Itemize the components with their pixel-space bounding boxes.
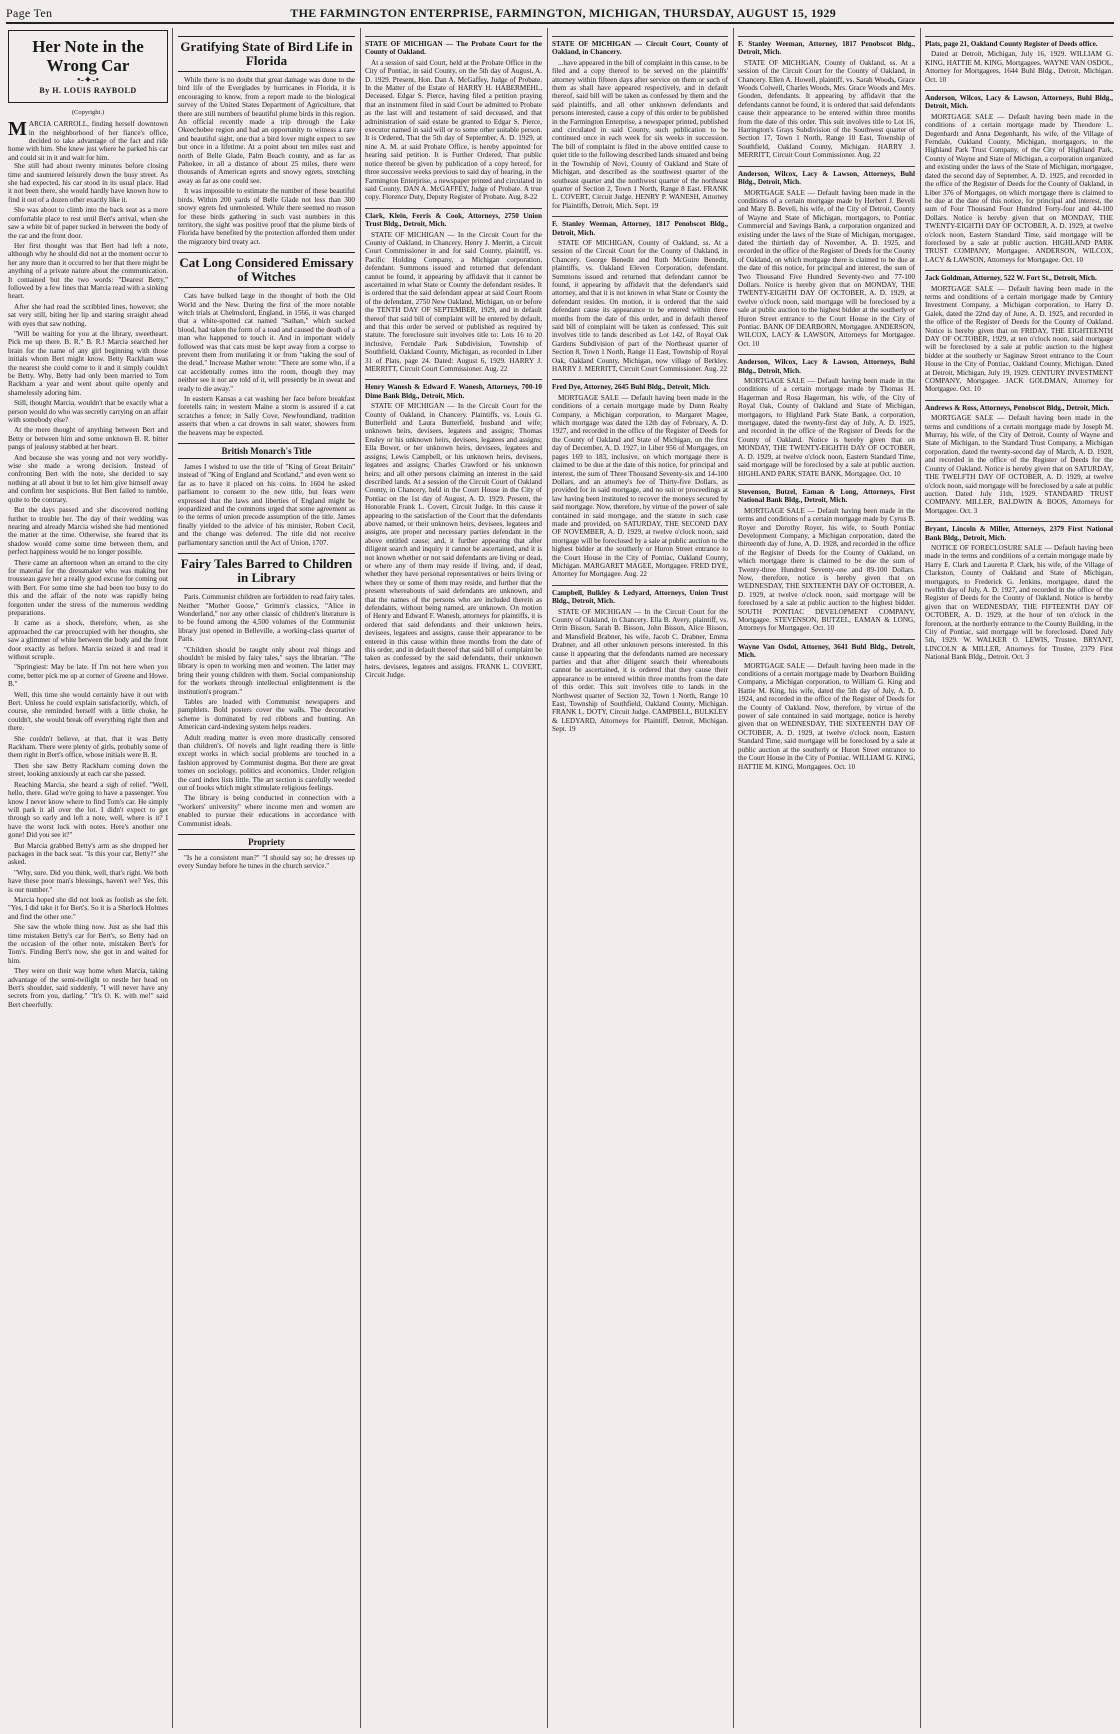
page-number: Page Ten xyxy=(6,5,53,20)
story-paragraph: But the days passed and she discovered nothing further to trouble her. The day of their wedding was nearing and already Marcia wished she had mentioned the matter at the time. Otherwise, she feared that its shadow would come some time between them, and perfect happiness would be no longer possible. xyxy=(8,506,168,557)
legal-notice-text: MORTGAGE SALE — Default having been made in the conditions of a certain mortgage made by Herbert J. Beveli and Mary B. Beveli, his wife, of the City of Detroit, County of Wayne and State of Michigan, mortgagors, to Pontiac Commercial and Savings Bank, a corporation organized and existing under the laws of the State of Michigan, mortgagee, dated the thirtieth day of November, A. D. 1925, and recorded in the office of the Register of Deeds for the County of Oakland, on which mortgage there is claimed to be due at the date of this notice, for principal and interest, the sum of Two Thousand Five Hundred Seventy-two and 77-100 Dollars. Notice is hereby given that on MONDAY, THE TWENTY-EIGHTH DAY OF OCTOBER, A. D. 1929, at twelve o'clock noon, said mortgage will be foreclosed by a sale at public auction to the highest bidder at the southerly or Huron Street entrance to the Court House in the City of Pontiac. BANK OF DEARBORN, Mortgagee. ANDERSON, WILCOX, LACY & LAWSON, Attorneys for Mortgagee. Oct. 10 xyxy=(738,188,915,348)
story-paragraph: Still, thought Marcia, wouldn't that be exactly what a person would do who was secretly carrying on an affair with somebody else? xyxy=(8,399,168,425)
column-rule xyxy=(920,28,921,1728)
legal-notice-text: MORTGAGE SALE — Default having been made in the conditions of a certain mortgage made by Theodore L. Degenhardt and Anna Degenhardt, his wife, of the Village of Ferndale, Oakland County, Michigan, mortgagors, to the Highland Park Trust Company, of the City of Highland Park, County of Wayne and State of Michigan, a corporation organized and existing under the laws of the State of Michigan, mortgagee, dated the second day of September, A. D. 1925, and recorded in the office of the Register of Deeds for the County of Oakland, in Liber 376 of Mortgages, on which mortgage there is claimed to be due at the date of this notice, for principal and interest, the sum of Four Thousand Four Hundred Forty-four and 44-100 Dollars. Notice is hereby given that on MONDAY, THE TWENTY-EIGHTH DAY OF OCTOBER, A. D. 1929, at twelve o'clock noon, Eastern Standard Time, said mortgage will be foreclosed by a sale at public auction. HIGHLAND PARK TRUST COMPANY, Mortgagee. ANDERSON, WILCOX, LACY & LAWSON, Attorneys for Mortgagee. Oct. 10 xyxy=(925,112,1113,264)
legal-notice-text: MORTGAGE SALE — Default having been made in the conditions of a certain mortgage made by Thomas H. Hagerman and Rosa Hagerman, his wife, of the City of Royal Oak, County of Oakland and State of Michigan, mortgagors, to Highland Park State Bank, a corporation, mortgagee, dated the twenty-first day of July, A. D. 1925, and recorded in the office of the Register of Deeds for the County of Oakland. Notice is hereby given that on MONDAY, THE TWENTY-EIGHTH DAY OF OCTOBER, A. D. 1929, at twelve o'clock noon, Eastern Standard Time, said mortgage will be foreclosed by a sale at public auction. HIGHLAND PARK STATE BANK, Mortgagee. Oct. 10 xyxy=(738,377,915,478)
cat-paragraph: In eastern Kansas a cat washing her face before breakfast foretells rain; in western Maine a storm is assured if a cat scratches a fence; in Sally Cove, Newfoundland, tradition asserts that when a cat drowns in salt water, showers from the heavens may be expected. xyxy=(178,395,355,437)
legal-notice-title: F. Stanley Weeman, Attorney, 1817 Penobscot Bldg., Detroit, Mich. xyxy=(552,216,728,237)
story-paragraph: Her first thought was that Bert had left a note, although why he should did not at the moment occur to her any more than it occurred to her that there might be anything of a private nature about the communication. It contained but the two words: "Dearest Betty," followed by a few lines that Marcia read with a sinking heart. xyxy=(8,241,168,301)
legal-notice-title: Anderson, Wilcox, Lacy & Lawson, Attorneys, Buhl Bldg., Detroit, Mich. xyxy=(738,166,915,187)
gratifying-headline: Gratifying State of Bird Life in Florida xyxy=(178,36,355,72)
cat-body xyxy=(178,292,355,437)
fairy-headline: Fairy Tales Barred to Children in Library xyxy=(178,553,355,589)
story-paragraph: She saw the whole thing now. Just as she had this time mistaken Betty's car for Bert's, so Betty had on the occasion of the other note, mistaken Bert's for Tom's. Finding Bert's now, she got in and waited for him. xyxy=(8,923,168,965)
legal-notice-text: STATE OF MICHIGAN, County of Oakland, ss. At a session of the Circuit Court for the County of Oakland, in Chancery. Ellen A. Howell, plaintiff, vs. Sarah Woods, Grace Woods Colwell, Charles Woods, Mrs. Grace Woods and Mrs. Gooden, defendants. It appearing by affidavit that the defendants cannot be found, it is ordered that said defendants cause their appearance to be entered within three months from the date of this order. This suit involves title to Lot 16, Harrington's Grays Subdivision of the Southwest quarter of Section 17, Town 1 North, Range 10 East, Township of Southfield, Oakland County, Michigan. HARRY J. MERRITT, Circuit Court Commissioner. Aug. 22 xyxy=(738,58,915,160)
propriety-text: "Is he a consistent man?" "I should say so; he dresses up every Sunday before he tunes in the church service." xyxy=(178,854,355,871)
ornament: •-✦-• xyxy=(76,75,100,86)
column-rule xyxy=(733,28,734,1728)
monarch-paragraph: James I wished to use the title of "King of Great Britain" instead of "King of England and Scotland," and even went so far as to have it placed on his coins. In 1604 he asked parliament to consent to the new title, but fears were expressed that the laws and liberties of England might be jeopardized and the commons urged that some agreement as to the terms of union precede assumption of the title. James finally yielded to the advice of his minister, Robert Cecil, and the change was deferred. The title did not receive parliamentary sanction until the Act of Union, 1707. xyxy=(178,463,355,547)
legal-notice-text: MORTGAGE SALE — Default having been made in the terms and conditions of a certain mortgage made by Cyrus B. Royer and Dorothy Royer, his wife, to South Pontiac Development Company, a Michigan corporation, dated the thirteenth day of June, A. D. 1928, and recorded in the office of the Register of Deeds for the County of Oakland, on which mortgage there is claimed to be due the sum of Twenty-three Hundred Seventy-one and 89-100 Dollars. Now, therefore, notice is hereby given that on WEDNESDAY, THE SIXTEENTH DAY OF OCTOBER, A. D. 1929, at twelve o'clock noon, said mortgage will be foreclosed by a sale at public auction to the highest bidder. SOUTH PONTIAC DEVELOPMENT COMPANY, Mortgagee. STEVENSON, BUTZEL, EAMAN & LONG, Attorneys for Mortgagee. Oct. 10 xyxy=(738,506,915,633)
legal-notice-title: Fred Dye, Attorney, 2645 Buhl Bldg., Detroit, Mich. xyxy=(552,379,728,391)
legal-notice-title: Anderson, Wilcox, Lacy & Lawson, Attorneys, Buhl Bldg., Detroit, Mich. xyxy=(738,354,915,375)
legal-notice-text: STATE OF MICHIGAN — In the Circuit Court for the County of Oakland, in Chancery. Plaintiffs, vs. Louis G. Butterfield and Laura Butterfield, husband and wife; unknown heirs, devisees, legatees and assigns; Thomas Ensley or his unknown heirs, devisees, legatees and assigns; Ella Bower, or her unknown heirs, devisees, legatees and assigns; Lewis Campbell, or his unknown heirs, devisees, legatees and assigns; Charles Crawford or his unknown heirs; and all other persons claiming an interest in the said described lands. At a session of the Circuit Court of Oakland County, in Chancery, held in the Court House in the City of Pontiac on the 1st day of August, A. D. 1929. Present, the Honorable Frank L. Covert, Circuit Judge. In this cause it appearing to the satisfaction of the Court that the defendants above named, or their unknown heirs, devisees, legatees and assigns, are proper and necessary parties defendant in the above entitled cause; and, it further appearing that after diligent search and inquiry it cannot be ascertained, and it is not known whether or not said defendants are living or dead, or where any of them may reside if living, and, if dead, whether they have personal representatives or heirs living or where they or some of them may reside, and further that the present whereabouts of said defendants are unknown, and that the names of the persons who are included therein as defendants, without being named, are unknown. On motion of Henry and Edward F. Wanesh, attorneys for plaintiffs, it is ordered that said defendants and their unknown heirs, devisees, legatees and assigns, cause their appearance to be entered in this cause within three months from the date of this order, and in default thereof that said bill of complaint be taken as confessed by the said defendants, their unknown heirs, devisees, legatees and assigns. FRANK L. COVERT, Circuit Judge. xyxy=(365,402,542,680)
monarch-body xyxy=(178,463,355,547)
story-paragraph: "Will be waiting for you at the library, sweetheart. Pick me up there. B. R." B. R.! Marcia searched her brain for the name of any girl beginning with those initials whom Bert might know. Betty Rackham was the nearest she could come to it and it simply couldn't be Betty. Why, Betty had only been married to Tom Rackham a year and went about quite openly and shamelessly adoring him. xyxy=(8,329,168,397)
legal-notice-title: STATE OF MICHIGAN — The Probate Court for the County of Oakland. xyxy=(365,36,542,57)
legal-notices-column-5 xyxy=(738,30,915,1726)
legal-notice-title: Anderson, Wilcox, Lacy & Lawson, Attorneys, Buhl Bldg., Detroit, Mich. xyxy=(925,90,1113,111)
legal-notice-text: At a session of said Court, held at the Probate Office in the City of Pontiac, in said County, on the 5th day of August, A. D. 1929. Present, Hon. Dan A. McGaffey, Judge of Probate. In the Matter of the Estate of HARRY H. HABERMEHL, Deceased. Edgar S. Pierce, having filed a petition praying that an instrument filed in said Court be admitted to Probate as the last will and testament of said deceased, and that administration of said estate be granted to Edgar S. Pierce, executor named in said will or to some other suitable person. It is Ordered, That the 5th day of September, A. D. 1929, at nine A. M. at said Probate Office, is hereby appointed for hearing said petition. It is Further Ordered, That public notice thereof be given by publication of a copy hereof, for three successive weeks previous to said day of hearing, in the Farmington Enterprise, a newspaper printed and circulated in said County. DAN A. McGAFFEY, Judge of Probate. A true copy. Florence Duty, Deputy Register of Probate. Aug. 8-22 xyxy=(365,58,542,202)
story-paragraph: At the mere thought of anything between Bert and Betty or between him and some unknown B. R. bitter pangs of jealousy stabbed at her heart. xyxy=(8,426,168,452)
legal-notice-title: Bryant, Lincoln & Miller, Attorneys, 2379 First National Bank Bldg., Detroit, Mich. xyxy=(925,521,1113,542)
fairy-paragraph: Adult reading matter is even more drastically censored than children's. Of novels and light reading there is little except works in which social problems are touched in a fashion approved by Communist dogma. But there are great tomes on sociology, politics and economics. Under religion the card index lists little. The art section is carefully weeded out of books which might stimulate religious feelings. xyxy=(178,733,355,793)
fairy-paragraph: The library is being conducted in connection with a "workers' university" where income men and women are enabled to pursue their educations in accordance with Communist ideals. xyxy=(178,794,355,828)
legal-notice-text: NOTICE OF FORECLOSURE SALE — Default having been made in the terms and conditions of a certain mortgage made by Harry E. Clark and Lauretta P. Clark, his wife, of the Village of Clarkston, County of Oakland and State of Michigan, mortgagors, to Frederick G. Jenkins, mortgagee, dated the twelfth day of July, A. D. 1927, and recorded in the office of the Register of Deeds for the County of Oakland. Notice is hereby given that on WEDNESDAY, THE FIFTEENTH DAY OF OCTOBER, A. D. 1929, at the hour of ten o'clock in the forenoon, at the northerly entrance to the County Building, in the City of Pontiac, said mortgage will be foreclosed. Dated July 5th, 1929. W. WALKER O. LEWIS, Trustee. BRYANT, LINCOLN & MILLER, Attorneys for Trustee, 2379 First National Bank Bldg., Detroit. Oct. 3 xyxy=(925,543,1113,662)
legal-notice-text: STATE OF MICHIGAN — In the Circuit Court for the County of Oakland, in Chancery. Ella B. Avery, plaintiff, vs. Orrin Bisson, Sarah B. Bisson, John Bisson, Alice Bisson, and Mansfield Brabner, his wife, Jacob C. Drabner, Emma Drabner, and all other unknown persons interested. In this cause it appearing that the defendants named are necessary parties and that after diligent search their whereabouts cannot be ascertained, it is ordered that they cause their appearance to be entered within three months from the date of this order. This suit involves title to lands in the Northwest quarter of Section 32, Town 1 North, Range 10 East, Township of Southfield, Oakland County, Michigan. FRANK L. DOTY, Circuit Judge. CAMPBELL, BULKLEY & LEDYARD, Attorneys for Plaintiff, Detroit, Michigan. Sept. 19 xyxy=(552,607,728,734)
features-column xyxy=(178,30,355,1726)
column-rule xyxy=(547,28,548,1728)
legal-notice-text: Dated at Detroit, Michigan, July 16, 1929. WILLIAM G. KING, HATTIE M. KING, Mortgagees. WAYNE VAN OSDOL, Attorney for Mortgagees, 1644 Buhl Bldg., Detroit, Michigan. Oct. 10 xyxy=(925,50,1113,84)
legal-notice-title: Wayne Van Osdol, Attorney, 3641 Buhl Bldg., Detroit, Mich. xyxy=(738,639,915,660)
story-paragraph: Reaching Marcia, she heard a sigh of relief. "Well, hello, there. Glad we're going to have a passenger. You know I never know where to find Tom's car. He simply will park it all over the lot. I didn't expect to get through so early and left a note, well, where is it? I have the worst luck with notes. Here's another one gone! Did you see it?" xyxy=(8,780,168,840)
story-paragraph: But Marcia grabbed Betty's arm as she dropped her packages in the back seat. "Is this your car, Betty?" she asked. xyxy=(8,841,168,867)
monarch-headline: British Monarch's Title xyxy=(178,443,355,459)
gratifying-paragraph: While there is no doubt that great damage was done to the bird life of the Everglades by hurricanes in Florida, it is encouraging to know, from a report made to the biological survey of the United States Department of Agriculture, that there are still numbers of beautiful plume birds in this region. An official recently made a trip through the Lake Okeechobee region and had an opportunity to witness a rare and beautiful sight, one that a bird lover might expect to see but once in a lifetime. At a point about ten miles east and north of Belle Glade, Palm Beach county, and as far as Pahokee, in all a distance of about 25 miles, there were thousands of American egrets and snowy egrets, stretching away as far as one could see. xyxy=(178,76,355,185)
story-paragraph: Well, this time she would certainly have it out with Bert. Unless he could explain satisfactorily, which, of course, she reminded herself with a little choke, he couldn't, she would break off everything right then and there. xyxy=(8,690,168,733)
cat-headline: Cat Long Considered Emissary of Witches xyxy=(178,252,355,288)
legal-notice-title: Clark, Klein, Ferris & Cook, Attorneys, 2750 Union Trust Bldg., Detroit, Mich. xyxy=(365,208,542,229)
legal-notice-text: ...have appeared in the bill of complaint in this cause, to be filed and a copy thereof to be served on the plaintiffs' attorney within fifteen days after service on them or such of them as shall have appeared respectively, and in default thereof, said bill will be taken as confessed by them and the said plaintiffs, and all other unknown defendants and persons interested, cause a copy of this order to be published in the Farmington Enterprise, a newspaper printed, published and circulated in said County, such publication to be continued once in each week for six weeks in succession. The bill of complaint is filed in the above entitled cause to quiet title to the following described lands situated and being in the Township of Novi, County of Oakland and State of Michigan, and described as the southwest quarter of the southeast quarter and the northwest quarter of the northeast quarter of Section 2, Town 1 North, Range 8 East. FRANK L. COVERT, Circuit Judge. HENRY P. WANESH, Attorney for Plaintiffs, Detroit, Mich. Sept. 19 xyxy=(552,58,728,210)
legal-notices-column-6 xyxy=(925,30,1113,1726)
legal-notices-column-3 xyxy=(365,30,542,1726)
column-rule xyxy=(360,28,361,1728)
story-paragraph: It came as a shock, therefore, when, as she approached the car preoccupied with her thoughts, she saw a glimmer of white between the body and the front door exactly as before. Marcia seized it and read it without scruple. xyxy=(8,619,168,661)
legal-notice-text: MORTGAGE SALE — Default having been made in the terms and conditions of a certain mortgage made by Joseph M. Murray, his wife, of the City of Detroit, County of Wayne and State of Michigan, to the Standard Trust Company, a Michigan corporation, dated the twenty-second day of March, A. D. 1928, and recorded in the office of the Register of Deeds for the County of Oakland. Notice is hereby given that on SATURDAY, THE TWELFTH DAY OF OCTOBER, A. D. 1929, at twelve o'clock noon, said mortgage will be foreclosed by a sale at public auction. Dated July 11th, 1929. STANDARD TRUST COMPANY. MILLER, BALDWIN & BOOS, Attorneys for Mortgagee. Oct. 3 xyxy=(925,414,1113,515)
legal-notice-text: MORTGAGE SALE — Default having been made in the conditions of a certain mortgage made by Dunn Realty Company, a Michigan corporation, to Margaret Magee, which mortgage was dated the 12th day of February, A. D. 1927, and recorded in the office of the Register of Deeds for the County of Oakland and State of Michigan, on the first day of December, A. D. 1927, in Liber 956 of Mortgages, on pages 169 to 183, inclusive, on which mortgage there is claimed to be due at the date of this notice, for principal and interest, the sum of Three Thousand Seventy-six and 14-100 Dollars, and an attorney's fee of Thirty-five Dollars, as provided for in said mortgage, and no suit or proceedings at law having been instituted to recover the moneys secured by said mortgage. Now, therefore, by virtue of the power of sale contained in said mortgage, and the statute in such case made and provided, on SATURDAY, THE SECOND DAY OF NOVEMBER, A. D. 1929, at twelve o'clock noon, said mortgage will be foreclosed by a sale at public auction to the highest bidder at the southerly or Huron Street entrance to the Court House in the City of Pontiac, Oakland County, Michigan. MARGARET MAGEE, Mortgagee. FRED DYE, Attorney for Mortgagee. Aug. 22 xyxy=(552,393,728,579)
legal-notice-title: Henry Wanesh & Edward F. Wanesh, Attorneys, 700-10 Dime Bank Bldg., Detroit, Mich. xyxy=(365,379,542,400)
story-paragraph: Marcia hoped she did not look as foolish as she felt. "Yes, I did take it for Bert's. So it is a Sherlock Holmes and find the other one." xyxy=(8,895,168,921)
masthead-title: THE FARMINGTON ENTERPRISE, FARMINGTON, MICHIGAN, THURSDAY, AUGUST 15, 1929 xyxy=(290,5,837,20)
story-paragraph: They were on their way home when Marcia, taking advantage of the semi-twilight to nestle her head on Bert's shoulder, said suddenly, "I will never have any secrets from you, darling." "It's O. K. with me!" said Bert cheerfully. xyxy=(8,967,168,1009)
legal-notice-title: Andrews & Ross, Attorneys, Penobscot Bldg., Detroit, Mich. xyxy=(925,400,1113,412)
legal-notice-title: Jack Goldman, Attorney, 522 W. Fort St., Detroit, Mich. xyxy=(925,270,1113,282)
story-paragraph: ARCIA CARROLL, finding herself downtown in the neighborhood of her fiance's office, decided to take advantage of the fact and ride home with him. She knew just where he parked his car and could sit in it and wait for him. xyxy=(8,120,168,162)
fairy-paragraph: "Children should be taught only about real things and shouldn't be misled by fairy tales," says the librarian. "The library is open to working men and women. The latter may bring their young children with them. Social companionship for the workers through intellectual enlightenment is the institution's program." xyxy=(178,645,355,696)
story-paragraph: And because she was young and not very worldly-wise she made a wrong decision. Instead of confronting Bert with the note, she decided to say nothing at all about it but to let him give himself away and confirm her suspicions. But Bert failed to tumble, quite to the contrary. xyxy=(8,453,168,504)
story-column xyxy=(8,30,168,1726)
gratifying-paragraph: It was impossible to estimate the number of these beautiful birds. Within 200 yards of Belle Glade not less than 300 snowy egrets fed unmolested. While there seemed no reason for these birds gathering in such vast numbers in this territory, the sight was positive proof that the plume birds of Florida have benefited by the protection afforded them under the migratory bird treaty act. xyxy=(178,187,355,246)
story-body xyxy=(8,120,168,1009)
column-rule xyxy=(172,28,173,1728)
legal-notice-text: STATE OF MICHIGAN, County of Oakland, ss. At a session of the Circuit Court for the County of Oakland, in Chancery. George Benedit and Ruth McGuire Benedit, plaintiffs, vs. Oakland Eleven Corporation, defendant. Summons issued and returned that defendant cannot be found, it appearing by affidavit that the defendant's said attorney, and that it is not known in what State or County the defendant resides. On motion, it is ordered that the said defendant cause its appearance to be entered within three months from the date of this order, and in default thereof said bill of complaint will be taken as confessed. This suit involves title to lands described as Lot 142, of Royal Oak Gardens Subdivision of part of the Northeast quarter of Section 8, Town 1 North, Range 11 East, Township of Royal Oak, Oakland County, Michigan, now village of Berkley. HARRY J. MERRITT, Circuit Court Commissioner. Aug. 22 xyxy=(552,238,728,374)
legal-notice-text: MORTGAGE SALE — Default having been made in the terms and conditions of a certain mortgage made by Century Investment Company, a Michigan corporation, to Harry D. Galek, dated the 22nd day of June, A. D. 1925, and recorded in the office of the Register of Deeds for the County of Oakland. Notice is hereby given that on FRIDAY, THE EIGHTEENTH DAY OF OCTOBER, 1929, at ten o'clock noon, said mortgage will be foreclosed by a sale at public auction to the highest bidder at the southerly or Saginaw Street entrance to the Court House in the City of Pontiac, Oakland County, Michigan. Dated at Detroit, Michigan, July 19, 1929. CENTURY INVESTMENT COMPANY, Mortgagee. JACK GOLDMAN, Attorney for Mortgagee. Oct. 10 xyxy=(925,284,1113,394)
story-paragraph: She couldn't believe, at that, that it was Betty Rackham. There were plenty of girls, probably some of them right in Bert's office, whose initials were B. R. xyxy=(8,734,168,760)
masthead xyxy=(6,4,1114,24)
legal-notice-title: Stevenson, Butzel, Eaman & Long, Attorneys, First National Bank Bldg., Detroit, Mich. xyxy=(738,484,915,505)
legal-notice-title: Plats, page 21, Oakland County Register of Deeds office. xyxy=(925,36,1113,48)
story-headline-box xyxy=(8,30,168,103)
legal-notice-title: F. Stanley Weeman, Attorney, 1817 Penobscot Bldg., Detroit, Mich. xyxy=(738,36,915,57)
legal-notices-column-4 xyxy=(552,30,728,1726)
story-paragraph: She was about to climb into the back seat as a more comfortable place to rest until Bert's arrival, when she saw a white bit of paper tucked in between the body of the car and the front door. xyxy=(8,206,168,240)
story-title: Her Note in the Wrong Car xyxy=(32,37,144,75)
fairy-paragraph: Paris. Communist children are forbidden to read fairy tales. Neither "Mother Goose," Grimm's classics, "Alice in Wonderland," nor any other classic of children's literature is to be found among the 4,500 volumes of the Communist library just opened in Belleville, a working-class quarter of Paris. xyxy=(178,593,355,644)
story-paragraph: She still had about twenty minutes before closing time and sauntered leisurely down the busy street. As she had expected, his car stood in its usual place. Had it not been there, she would hardly have known how to find it out of a dozen other exactly like it. xyxy=(8,162,168,204)
legal-notice-text: STATE OF MICHIGAN — In the Circuit Court for the County of Oakland, in Chancery. Henry J. Merritt, a Circuit Court Commissioner in and for said County, plaintiff, vs. Pacific Holding Company, a Michigan corporation, defendant. Summons issued and returned that defendant cannot be found, it appearing by affidavit that it cannot be ascertained in what State or County the defendant resides. It is ordered that the said defendant appear at said Court Room of the defendant, 2750 New Oakland, Michigan, on or before the TENTH DAY OF SEPTEMBER, 1929, and in default thereof that said bill of complaint will be entered by default, and that this order be served or published as required by statute. The foreclosure suit involves title to: Lots 16 to 20 inclusive, Ferndale Park Subdivision, Township of Southfield, Oakland County, Michigan, as recorded in Liber 31 of Plats, page 24. Dated: August 6, 1929. HARRY J. MERRITT, Circuit Court Commissioner. Aug. 22 xyxy=(365,230,542,374)
story-paragraph: "Why, sure. Did you think, well, that's right. We both have these poor man's blessings, haven't we? Yes, this is our number." xyxy=(8,868,168,894)
drop-cap: M xyxy=(8,118,27,141)
story-paragraph: Then she saw Betty Rackham coming down the street, looking anxiously at each car she passed. xyxy=(8,761,168,779)
gratifying-body xyxy=(178,76,355,246)
story-byline: By H. LOUIS RAYBOLD xyxy=(39,86,137,96)
legal-notice-title: STATE OF MICHIGAN — Circuit Court, County of Oakland, in Chancery. xyxy=(552,36,728,57)
legal-notice-text: MORTGAGE SALE — Default having been made in the conditions of a certain mortgage made by Dearborn Building Company, a Michigan corporation, to William G. King and Hattie M. King, his wife, dated the 5th day of July, A. D. 1924, and recorded in the office of the Register of Deeds for the County of Oakland. Now, therefore, by virtue of the power of sale contained in said mortgage, notice is hereby given that on WEDNESDAY, THE SIXTEENTH DAY OF OCTOBER, A. D. 1929, at twelve o'clock noon, Eastern Standard Time, said mortgage will be foreclosed by a sale at public auction at the southerly or Huron Street entrance to the Court House in the City of Pontiac. WILLIAM G. KING, HATTIE M. KING, Mortgagees. Oct. 10 xyxy=(738,661,915,771)
story-paragraph: There came an afternoon when an errand to the city for material for the dressmaker who was making her trousseau gave her a really good excuse for coming out with Bert. For some time she had been too busy to do this and the affair of the note was rapidly being forgotten under the stress of the numerous wedding preparations. xyxy=(8,558,168,617)
story-paragraph: After she had read the scribbled lines, however, she sat very still, biting her lip and staring straight ahead with eyes that saw nothing. xyxy=(8,302,168,328)
cat-paragraph: Cats have bulked large in the thought of both the Old World and the New. During the first of the more notable witch trials at Chelmsford, England, in 1566, it was charged that a white-spotted cat named "Sathan," which sucked blood, had taken the form of a toad and caused the death of a man who happened to touch it. And in important widely followed was that cats must be kept away from a corpse to prevent them from mutilating it or from "taking the soul of the dead." Increase Mather wrote: "There are some who, if a cat accidentally comes into the room, though they may neither see it nor are told of it, will presently be in sweat and ready to die away." xyxy=(178,292,355,393)
fairy-body xyxy=(178,593,355,828)
legal-notice-title: Campbell, Bulkley & Ledyard, Attorneys, Union Trust Bldg., Detroit, Mich. xyxy=(552,585,728,606)
fairy-paragraph: Tables are loaded with Communist newspapers and pamphlets. Bold posters cover the walls. The decorative scheme is dominated by red ribbons and bunting. An American card-indexing system helps readers. xyxy=(178,697,355,732)
copyright-note: (Copyright.) xyxy=(71,108,105,116)
story-paragraph: "Springiest: May be late. If I'm not here when you come, better pick me up at corner of Greene and Howe. B." xyxy=(8,663,168,689)
propriety-headline: Propriety xyxy=(178,834,355,850)
